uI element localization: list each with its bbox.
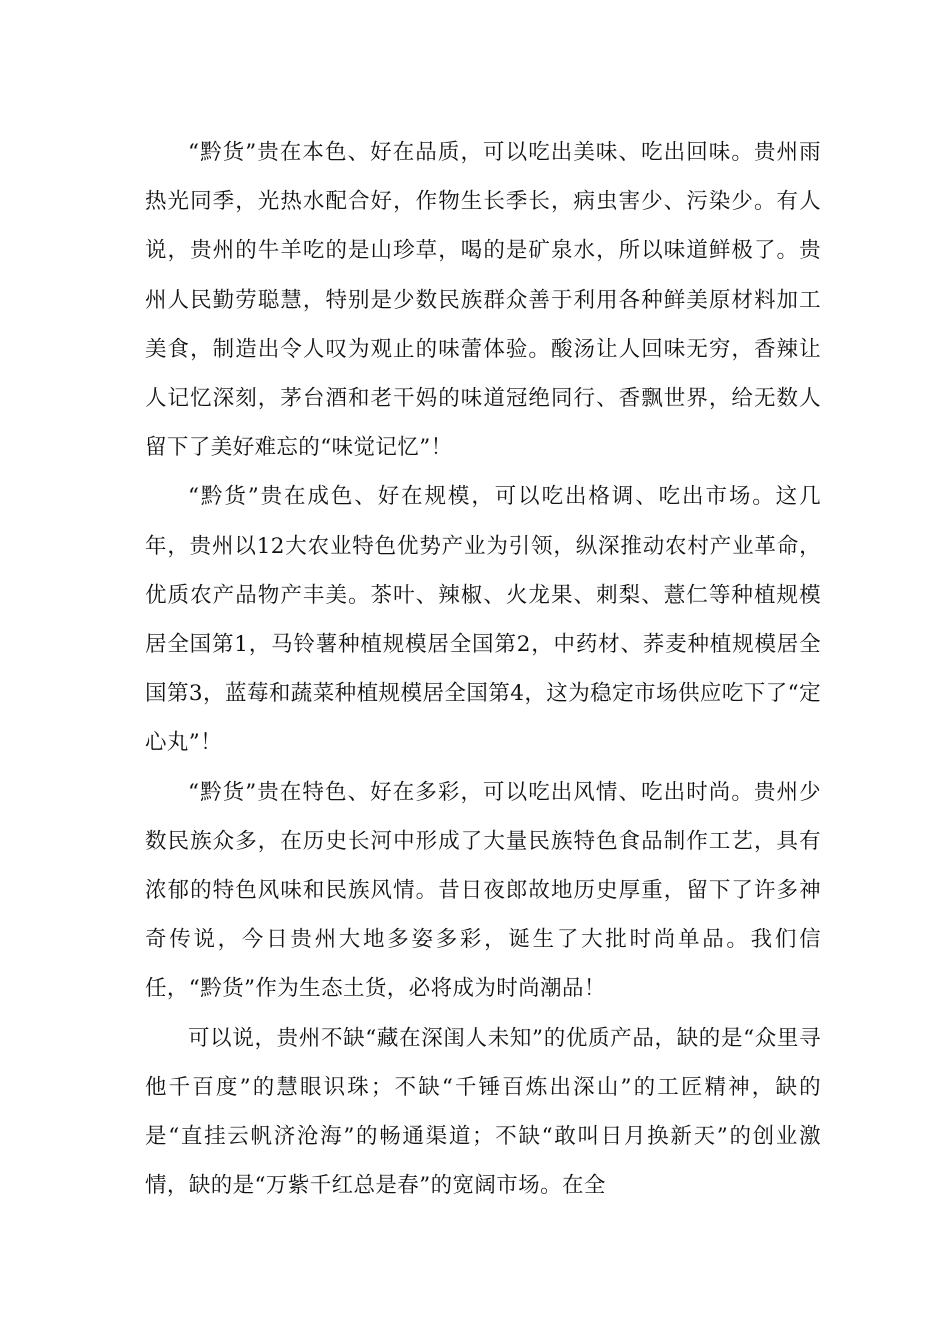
paragraph-1: “黔货”贵在本色、好在品质，可以吃出美味、吃出回味。贵州雨热光同季，光热水配合好，作物生长季长，病虫害少、污染少。有人说，贵州的牛羊吃的是山珍草，喝的是矿泉水，所以味道鲜极了。贵州人民勤劳聪慧，特别是少数民族群众善于利用各种鲜美原材料加工美食，制造出令人叹为观止的味蕾体验。酸汤让人回味无穷，香辣让人记忆深刻，茅台酒和老干妈的味道冠绝同行、香飘世界，给无数人留下了美好难忘的“味觉记忆”！ [145, 140, 821, 461]
paragraph-2: “黔货”贵在成色、好在规模，可以吃出格调、吃出市场。这几年，贵州以12大农业特色优势产业为引领，纵深推动农村产业革命，优质农产品物产丰美。茶叶、辣椒、火龙果、刺梨、薏仁等种植规模居全国第1，马铃薯种植规模居全国第2，中药材、荞麦种植规模居全国第3，蓝莓和蔬菜种植规模居全国第4，这为稳定市场供应吃下了“定心丸”！ [145, 484, 821, 756]
paragraph-4: 可以说，贵州不缺“藏在深闺人未知”的优质产品，缺的是“众里寻他千百度”的慧眼识珠；不缺“千锤百炼出深山”的工匠精神，缺的是“直挂云帆济沧海”的畅通渠道；不缺“敢叫日月换新天”的创业激情，缺的是“万紫千红总是春”的宽阔市场。在全 [145, 1025, 821, 1199]
paragraph-3: “黔货”贵在特色、好在多彩，可以吃出风情、吃出时尚。贵州少数民族众多，在历史长河中形成了大量民族特色食品制作工艺，具有浓郁的特色风味和民族风情。昔日夜郎故地历史厚重，留下了许多神奇传说，今日贵州大地多姿多彩，诞生了大批时尚单品。我们信任，“黔货”作为生态土货，必将成为时尚潮品！ [145, 779, 821, 1002]
document-body [145, 128, 821, 1210]
